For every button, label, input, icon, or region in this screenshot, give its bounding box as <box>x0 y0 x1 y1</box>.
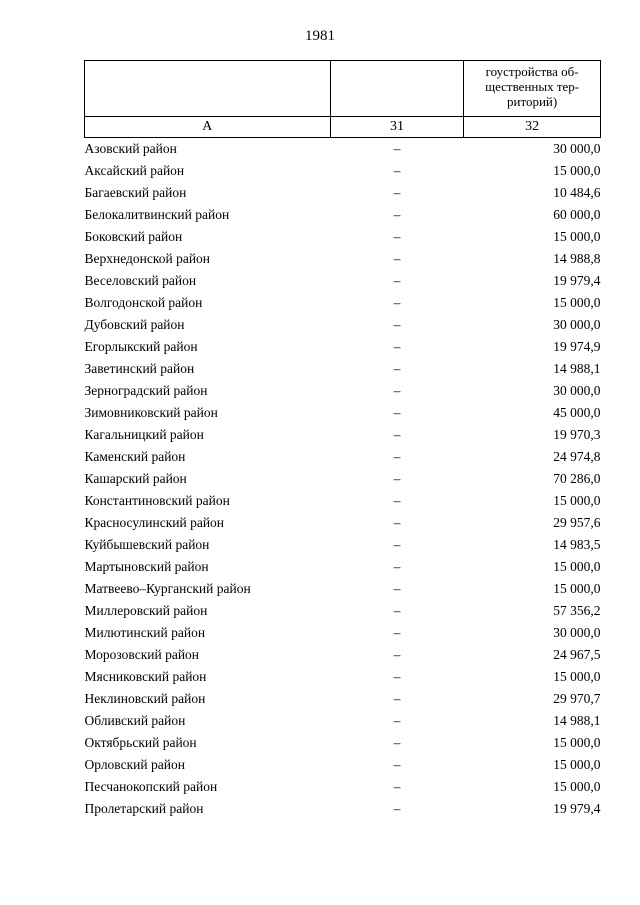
table-body <box>85 138 601 821</box>
column-32-value: 19 974,9 <box>553 339 601 355</box>
column-32-value: 15 000,0 <box>553 757 601 773</box>
header-col32-line: риторий) <box>506 94 558 109</box>
table-row <box>85 490 601 512</box>
column-31-value: – <box>393 735 401 751</box>
column-31-value: – <box>393 647 401 663</box>
district-name: Азовский район <box>84 141 177 157</box>
table-row <box>85 160 601 182</box>
column-31-value: – <box>393 581 401 597</box>
column-31-value: – <box>393 163 401 179</box>
district-name: Мартыновский район <box>84 559 209 575</box>
column-32-value: 10 484,6 <box>553 185 601 201</box>
table-row <box>85 424 601 446</box>
column-31-value: – <box>393 185 401 201</box>
district-name: Матвеево–Курганский район <box>84 581 251 597</box>
column-31-value: – <box>393 207 401 223</box>
column-32-value: 24 967,5 <box>553 647 601 663</box>
column-31-value: – <box>393 801 401 817</box>
column-32-value: 45 000,0 <box>553 405 601 421</box>
column-31-value: – <box>393 317 401 333</box>
table-row <box>85 358 601 380</box>
column-31-value: – <box>393 141 401 157</box>
column-32-value: 15 000,0 <box>553 735 601 751</box>
district-name: Аксайский район <box>84 163 185 179</box>
table-row <box>85 732 601 754</box>
table-row <box>85 578 601 600</box>
table-row <box>85 380 601 402</box>
column-32-value: 15 000,0 <box>553 559 601 575</box>
column-index-31: 31 <box>330 117 464 138</box>
header-cell-col-32 <box>464 61 601 117</box>
district-name: Боковский район <box>84 229 183 245</box>
column-31-value: – <box>393 405 401 421</box>
column-31-value: – <box>393 383 401 399</box>
table-row <box>85 248 601 270</box>
column-index-32: 32 <box>464 117 601 138</box>
column-32-value: 30 000,0 <box>553 317 601 333</box>
district-name: Миллеровский район <box>84 603 208 619</box>
column-31-value: – <box>393 757 401 773</box>
column-32-value: 14 988,8 <box>553 251 601 267</box>
column-32-value: 30 000,0 <box>553 141 601 157</box>
header-col32-line: гоустройства об- <box>485 64 579 79</box>
column-31-value: – <box>393 471 401 487</box>
district-name: Каменский район <box>84 449 186 465</box>
table-header <box>85 61 601 138</box>
table-row <box>85 138 601 161</box>
table-row <box>85 556 601 578</box>
column-32-value: 15 000,0 <box>553 163 601 179</box>
header-col32-line: щественных тер- <box>485 79 580 94</box>
table-row <box>85 512 601 534</box>
district-name: Зимовниковский район <box>84 405 218 421</box>
district-name: Дубовский район <box>84 317 185 333</box>
table-row <box>85 666 601 688</box>
column-32-value: 14 988,1 <box>553 361 601 377</box>
column-31-value: – <box>393 669 401 685</box>
column-32-value: 30 000,0 <box>553 625 601 641</box>
header-row <box>85 61 601 117</box>
district-name: Егорлыкский район <box>84 339 198 355</box>
column-32-value: 15 000,0 <box>553 581 601 597</box>
column-32-value: 29 957,6 <box>553 515 601 531</box>
district-name: Неклиновский район <box>84 691 206 707</box>
column-32-value: 19 979,4 <box>553 273 601 289</box>
column-32-value: 57 356,2 <box>553 603 601 619</box>
column-31-value: – <box>393 339 401 355</box>
column-31-value: – <box>393 559 401 575</box>
column-32-value: 60 000,0 <box>553 207 601 223</box>
column-31-value: – <box>393 493 401 509</box>
column-32-value: 19 970,3 <box>553 427 601 443</box>
table-row <box>85 776 601 798</box>
table-row <box>85 204 601 226</box>
column-31-value: – <box>393 273 401 289</box>
column-32-value: 15 000,0 <box>553 295 601 311</box>
column-index-row <box>85 117 601 138</box>
district-name: Белокалитвинский район <box>84 207 230 223</box>
district-name: Красносулинский район <box>84 515 225 531</box>
column-31-value: – <box>393 361 401 377</box>
district-name: Октябрьский район <box>84 735 197 751</box>
column-31-value: – <box>393 713 401 729</box>
column-32-value: 24 974,8 <box>553 449 601 465</box>
column-31-value: – <box>393 229 401 245</box>
table-row <box>85 226 601 248</box>
district-name: Кагальницкий район <box>84 427 204 443</box>
column-32-value: 14 988,1 <box>553 713 601 729</box>
district-name: Милютинский район <box>84 625 206 641</box>
district-name: Волгодонской район <box>84 295 203 311</box>
table-row <box>85 292 601 314</box>
budget-table <box>84 60 601 820</box>
header-cell-col-31 <box>330 61 464 117</box>
column-31-value: – <box>393 603 401 619</box>
column-31-value: – <box>393 537 401 553</box>
column-32-value: 15 000,0 <box>553 669 601 685</box>
district-name: Верхнедонской район <box>84 251 211 267</box>
table-row <box>85 336 601 358</box>
table-row <box>85 468 601 490</box>
column-31-value: – <box>393 515 401 531</box>
district-name: Пролетарский район <box>84 801 204 817</box>
column-32-value: 15 000,0 <box>553 229 601 245</box>
district-name: Заветинский район <box>84 361 195 377</box>
district-name: Куйбышевский район <box>84 537 210 553</box>
district-name: Багаевский район <box>84 185 187 201</box>
district-name: Морозовский район <box>84 647 200 663</box>
table-row <box>85 798 601 820</box>
table-row <box>85 534 601 556</box>
column-31-value: – <box>393 295 401 311</box>
table-row <box>85 710 601 732</box>
table-row <box>85 644 601 666</box>
table-row <box>85 402 601 424</box>
column-32-value: 29 970,7 <box>553 691 601 707</box>
column-32-value: 15 000,0 <box>553 493 601 509</box>
column-32-value: 19 979,4 <box>553 801 601 817</box>
district-name: Веселовский район <box>84 273 197 289</box>
column-32-value: 14 983,5 <box>553 537 601 553</box>
column-31-value: – <box>393 427 401 443</box>
page-number: 1981 <box>305 28 335 44</box>
district-name: Обливский район <box>84 713 186 729</box>
table-row <box>85 600 601 622</box>
column-31-value: – <box>393 625 401 641</box>
table-row <box>85 446 601 468</box>
header-cell-col-a <box>85 61 331 117</box>
district-name: Орловский район <box>84 757 185 773</box>
column-32-value: 15 000,0 <box>553 779 601 795</box>
column-32-value: 70 286,0 <box>553 471 601 487</box>
district-name: Константиновский район <box>84 493 230 509</box>
column-index-a: А <box>85 117 331 138</box>
district-name: Песчанокопский район <box>84 779 218 795</box>
table-row <box>85 622 601 644</box>
column-31-value: – <box>393 691 401 707</box>
table-row <box>85 688 601 710</box>
column-31-value: – <box>393 779 401 795</box>
district-name: Зерноградский район <box>84 383 208 399</box>
column-32-value: 30 000,0 <box>553 383 601 399</box>
table-row <box>85 314 601 336</box>
district-name: Мясниковский район <box>84 669 207 685</box>
column-31-value: – <box>393 449 401 465</box>
table-row <box>85 270 601 292</box>
column-31-value: – <box>393 251 401 267</box>
table-row <box>85 182 601 204</box>
table-row <box>85 754 601 776</box>
district-name: Кашарский район <box>84 471 187 487</box>
